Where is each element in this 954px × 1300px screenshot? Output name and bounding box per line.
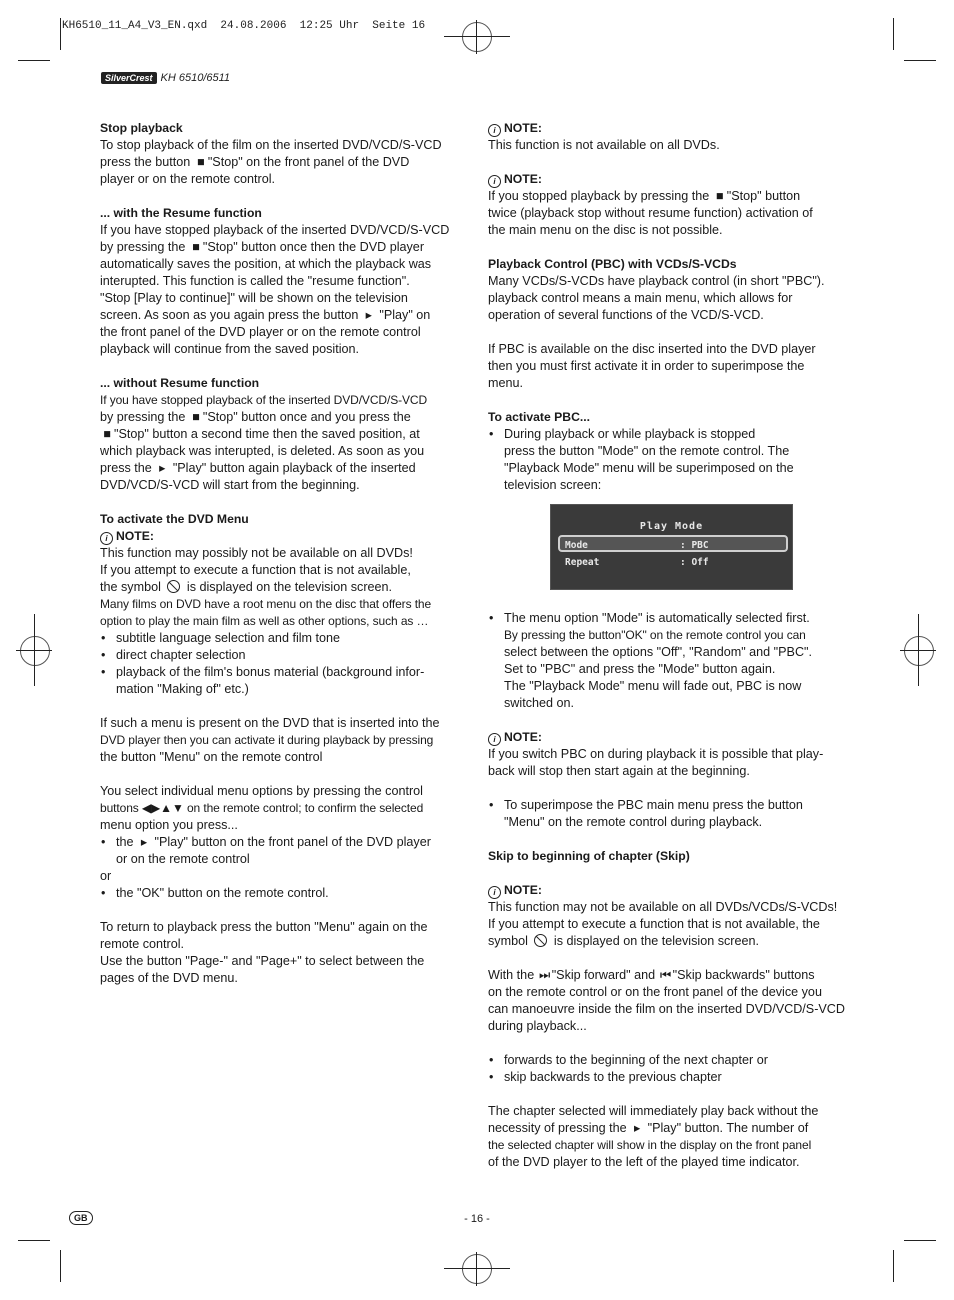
registration-mark <box>904 636 934 666</box>
stop-icon: ■ <box>103 427 111 441</box>
play-icon: ▸ <box>365 308 372 322</box>
list-item: • subtitle language selection and film tone <box>100 630 466 647</box>
crop-mark <box>904 60 936 61</box>
stop-icon: ■ <box>192 240 200 254</box>
section-heading: ... without Resume function <box>100 376 260 390</box>
play-mode-osd-screenshot <box>550 504 793 590</box>
arrow-buttons-icon: ◀▶▲▼ <box>141 801 184 815</box>
forbidden-icon <box>167 580 180 593</box>
info-icon: i <box>488 733 501 746</box>
silvercrest-logo: SilverCrest <box>101 72 157 84</box>
registration-line <box>476 20 477 54</box>
section-heading: To activate the DVD Menu <box>100 512 249 526</box>
left-column: Stop playback To stop playback of the film on the inserted DVD/VCD/S-VCD press the button ■ "Stop" on the front panel of the DVD player or on the remote control. ... with the Resume function If you have stopped playback of the inserted DVD/VCD/S-VCD by pressing the ■ "Stop" button once then the DVD player automatically saves the position, at which the playback was interupted. This function is called the "resume function". "Stop [Play to continue]" will be shown on the television screen. As soon as you again press the button ▸ "Play" on the front panel of the DVD player or on the remote control playback will continue from the saved position. ... without Resume function If you have stopped playback of the inserted DVD/VCD/S-VCD by pressing the ■ "Stop" button once and you press the ■ "Stop" button a second time then the saved position, at which playback was interupted, is deleted. As soon as you press the ▸ "Play" button again playback of the inserted DVD/VCD/S-VCD will start from the beginning. To activate the DVD Menu i NOTE: This function may possibly not be available on all DVDs! If you attempt to execute a function that is not available, the symbol is displayed on the television screen. Many films on DVD have a root menu on the disc that offers the option to play the main film as well as other options, such as … • subtitle language selection and film tone • direct chapter selection • playback of the film's bonus material (background infor- mation "Making of" etc.) If such a menu is present on the DVD that is inserted into the DVD player then you can activate it during playback by pressing the button "Menu" on the remote control You select individual menu options by pressing the control buttons ◀▶▲▼ on the remote control; to confirm the selected menu option you press... • the ▸ "Play" button on the front panel of the DVD player or on the remote control or • the "OK" button on the remote control. To return to playback press the button "Menu" again on the remote control. Use the button "Page-" and "Page+" to select between the pages of the DVD menu. <box>100 120 466 987</box>
list-item: • direct chapter selection <box>100 647 466 664</box>
registration-mark <box>462 1254 492 1284</box>
registration-line <box>444 1268 510 1269</box>
osd-row-repeat: Repeat : Off <box>565 557 709 568</box>
list-item: • the "OK" button on the remote control. <box>100 885 466 902</box>
list-item: • The menu option "Mode" is automatically selected first. <box>488 610 854 627</box>
language-badge: GB <box>69 1211 93 1225</box>
osd-title: Play Mode <box>639 521 704 532</box>
list-item: • the ▸ "Play" button on the front panel of the DVD player <box>100 834 466 851</box>
crop-mark <box>893 1250 894 1282</box>
right-column: i NOTE: This function is not available on all DVDs. i NOTE: If you stopped playback by pressing the ■ "Stop" button twice (playback stop without resume function) activation of the main menu on the disc is not possible. Playback Control (PBC) with VCDs/S-VCDs Many VCDs/S-VCDs have playback control (in short "PBC"). playback control means a main menu, which allows for operation of several functions of the VCD/S-VCD. If PBC is available on the disc inserted into the DVD player then you must first activate it in order to superimpose the menu. To activate PBC... • During playback or while playback is stopped press the button "Mode" on the remote control. The "Playback Mode" menu will be superimposed on the television screen: Play Mode Mode : PBC Repeat : Off • The menu option "Mode" is automatically selected first. By pressing the button"OK" on the remote control you can select between the options "Off", "Random" and "PBC". Set to "PBC" and press the "Mode" button again. The "Playback Mode" menu will fade out, PBC is now switched on. i NOTE: If you switch PBC on during playback it is possible that play- back will stop then start again at the beginning. • To superimpose the PBC main menu press the button "Menu" on the remote control during playback. Skip to beginning of chapter (Skip) i NOTE: This function may not be available on all DVDs/VCDs/S-VCDs! If you attempt to execute a function that is not available, the symbol is displayed on the television screen. With the ⏭"Skip forward" and ⏮"Skip backwards" buttons on the remote control or on the front panel of the device you can manoeuvre inside the film on the inserted DVD/VCD/S-VCD during playback... • forwards to the beginning of the next chapter or • skip backwards to the previous chapter The chapter selected will immediately play back without the necessity of pressing the ▸ "Play" button. The number of the selected chapter will show in the display on the front panel of the DVD player to the left of the played time indicator. <box>488 120 854 1171</box>
section-heading: Skip to beginning of chapter (Skip) <box>488 849 690 863</box>
registration-line <box>444 36 510 37</box>
section-heading: Stop playback <box>100 121 183 135</box>
list-item: • forwards to the beginning of the next chapter or <box>488 1052 854 1069</box>
list-item: • During playback or while playback is stopped <box>488 426 854 443</box>
stop-icon: ■ <box>715 189 724 203</box>
play-icon: ▸ <box>140 835 148 849</box>
model-number: KH 6510/6511 <box>160 72 231 84</box>
registration-line <box>34 614 35 686</box>
info-icon: i <box>100 532 113 545</box>
crop-mark <box>904 1240 936 1241</box>
registration-line <box>476 1252 477 1286</box>
play-icon: ▸ <box>633 1121 641 1135</box>
osd-row-mode: Mode : PBC <box>558 535 788 552</box>
registration-mark <box>20 636 50 666</box>
info-icon: i <box>488 886 501 899</box>
list-item: • playback of the film's bonus material (background infor- <box>100 664 466 681</box>
crop-mark <box>18 60 50 61</box>
crop-mark <box>18 1240 50 1241</box>
section-heading: ... with the Resume function <box>100 206 262 220</box>
page-number: - 16 - <box>464 1213 490 1225</box>
list-item: • To superimpose the PBC main menu press the button <box>488 797 854 814</box>
section-heading: To activate PBC... <box>488 410 591 424</box>
info-icon: i <box>488 124 501 137</box>
play-icon: ▸ <box>159 461 166 475</box>
section-heading: Playback Control (PBC) with VCDs/S-VCDs <box>488 257 737 271</box>
list-item: • skip backwards to the previous chapter <box>488 1069 854 1086</box>
crop-mark <box>60 18 61 50</box>
forbidden-icon <box>534 934 547 947</box>
crop-mark <box>893 18 894 50</box>
crop-mark <box>60 1250 61 1282</box>
registration-mark <box>462 22 492 52</box>
skip-forward-icon: ⏭ <box>539 968 551 982</box>
file-slug: KH6510_11_A4_V3_EN.qxd 24.08.2006 12:25 Uhr Seite 16 <box>62 20 426 32</box>
stop-icon: ■ <box>197 155 205 169</box>
brand-header <box>101 72 230 84</box>
skip-backward-icon: ⏮ <box>659 968 672 982</box>
registration-line <box>918 614 919 686</box>
info-icon: i <box>488 175 501 188</box>
stop-icon: ■ <box>192 410 200 424</box>
